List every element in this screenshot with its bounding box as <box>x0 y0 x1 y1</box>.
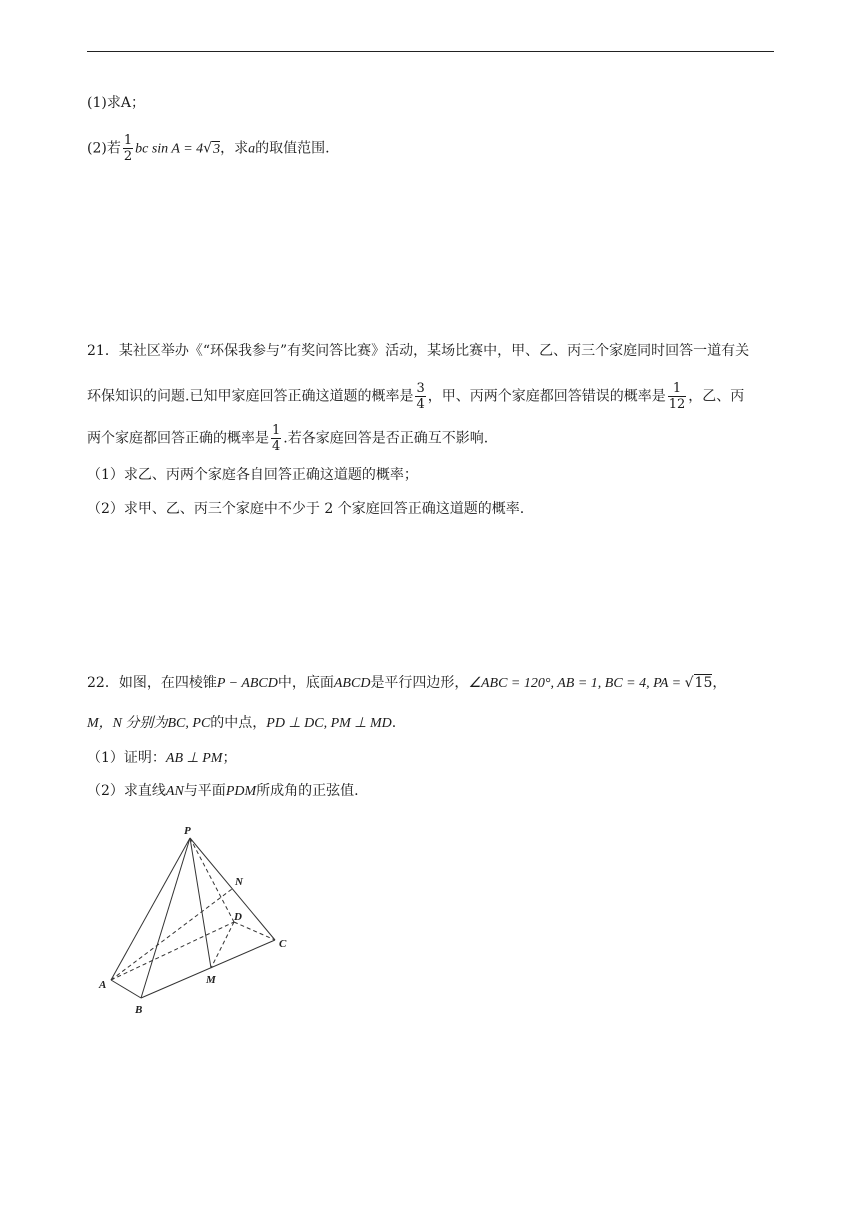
label-M: M <box>206 974 216 986</box>
label-A: A <box>99 979 107 991</box>
label-D: D <box>234 911 242 923</box>
q21-stem-line2: 环保知识的问题.已知甲家庭回答正确这道题的概率是 $\frac{3}{4}$ ，甲、丙两个家庭都回答错误的概率是 $\frac{1}{12}$ ，乙、丙 <box>87 381 745 412</box>
fraction-p-jiabing-wrong: $\frac{1}{12}$ <box>668 381 686 412</box>
fraction-p-jia: $\frac{3}{4}$ <box>416 381 425 412</box>
label-C: C <box>279 938 287 950</box>
q21-stem-line1: 21．某社区举办《“环保我参与”有奖问答比赛》活动，某场比赛中，甲、乙、丙三个家庭同时回答一道有关 <box>87 343 750 359</box>
edge-DC <box>234 922 275 940</box>
label-N: N <box>235 876 243 888</box>
q20-part2: (2)若 $\frac{1}{2}$ bc sin A = 4√3，求a的取值范围. <box>87 133 330 164</box>
fraction-p-yibing: $\frac{1}{4}$ <box>272 423 281 454</box>
q21-part1: （1）求乙、丙两个家庭各自回答正确这道题的概率； <box>87 467 418 483</box>
edge-AB <box>111 980 141 998</box>
q22-part2: （2）求直线AN与平面PDM所成角的正弦值. <box>87 783 359 799</box>
label-P: P <box>184 825 191 837</box>
edge-PA <box>111 838 190 980</box>
edge-PB <box>141 838 190 998</box>
q22-stem-line1: 22．如图，在四棱锥P − ABCD中，底面ABCD是平行四边形，∠ABC = 120°, AB = 1, BC = 4, PA = √15， <box>87 675 727 691</box>
edge-AD <box>111 922 234 980</box>
q20-part1: (1)求A； <box>87 95 145 111</box>
q21-stem-line3: 两个家庭都回答正确的概率是 $\frac{1}{4}$ .若各家庭回答是否正确互不影响. <box>87 423 489 454</box>
label-B: B <box>135 1004 143 1016</box>
fraction-half: $\frac{1}{2}$ <box>123 133 133 164</box>
q21-part2: （2）求甲、乙、丙三个家庭中不少于 2 个家庭回答正确这道题的概率. <box>87 501 525 517</box>
q22-stem-line2: M，N 分别为BC, PC的中点，PD ⊥ DC, PM ⊥ MD. <box>87 715 397 731</box>
q22-part1: （1）证明：AB ⊥ PM； <box>87 750 237 766</box>
edge-DM <box>211 922 234 968</box>
